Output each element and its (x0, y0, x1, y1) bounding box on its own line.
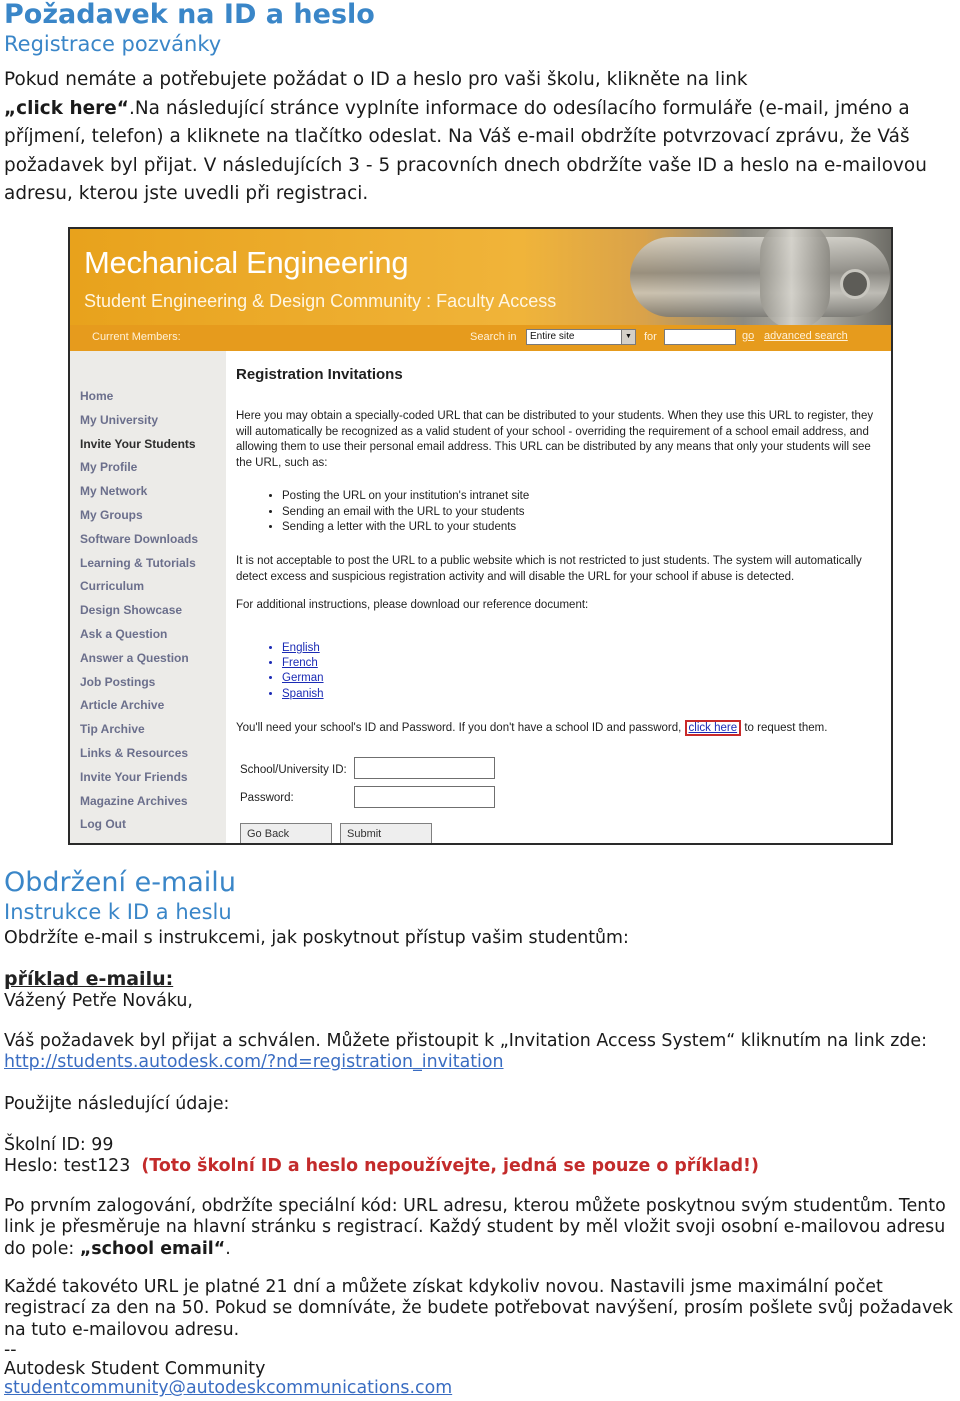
first-login-period: . (225, 1238, 231, 1259)
for-label: for (644, 331, 657, 343)
validity-text: Každé takovéto URL je platné 21 dní a můžete získat kdykoliv novou. Nastavili jsme maximální počet registrací za den na 50. Pokud se domníváte, že budete potřebovat navýšení, prosím pošlete svůj požadavek na tuto e-mailovou adresu. (4, 1277, 954, 1340)
search-bar (70, 325, 891, 351)
search-scope-value: Entire site (530, 331, 575, 342)
sidebar-item[interactable]: My Network (80, 484, 148, 499)
first-login-body: Po prvním zalogování, obdržíte speciální kód: URL adresu, kterou můžete poskytnou svým studentům. Tento link je přesměruje na hlavní stránku s registrací. Každý student by měl vložit svoji osobní e-mailovou adresu do pole: (4, 1195, 946, 1259)
intro-paragraph (4, 66, 956, 209)
site-banner (70, 229, 891, 325)
password-example: Heslo: test123 (4, 1156, 131, 1177)
salutation: Vážený Petře Nováku, (4, 991, 193, 1012)
sidebar-item[interactable]: Software Downloads (80, 531, 199, 546)
request-click-here-link[interactable]: click here (685, 720, 742, 736)
banner-subtitle: Student Engineering & Design Community : Faculty Access (84, 291, 557, 311)
password-input[interactable] (354, 786, 495, 808)
sidebar-item[interactable]: Links & Resources (80, 745, 189, 760)
sidebar-item[interactable]: Job Postings (80, 674, 156, 689)
signature-name: Autodesk Student Community (4, 1359, 266, 1380)
document (4, 0, 956, 209)
email-lead: Obdržíte e-mail s instrukcemi, jak poskytnout přístup vašim studentům: (4, 928, 629, 948)
email-section-subtitle: Instrukce k ID a heslu (4, 900, 232, 924)
sidebar-item[interactable]: My University (80, 412, 159, 427)
registration-screenshot (68, 227, 893, 845)
password-label: Password: (240, 792, 294, 804)
go-back-button[interactable]: Go Back (240, 823, 332, 845)
current-members-label: Current Members: (92, 331, 181, 343)
first-login-text (4, 1196, 956, 1260)
submit-button[interactable]: Submit (340, 823, 432, 845)
invitation-url-link[interactable]: http://students.autodesk.com/?nd=registration_invitation (4, 1052, 504, 1073)
page-title: Požadavek na ID a heslo (4, 0, 375, 30)
page-subtitle: Registrace pozvánky (4, 32, 222, 56)
sidebar-item[interactable]: Curriculum (80, 579, 145, 594)
sidebar-item[interactable]: Invite Your Friends (80, 769, 188, 784)
banner-title: Mechanical Engineering (84, 245, 409, 280)
intro-text-1: Pokud nemáte a potřebujete požádat o ID a heslo pro vaši školu, klikněte na link (4, 69, 748, 90)
language-links (264, 641, 324, 702)
sidebar-item[interactable]: Invite Your Students (80, 436, 196, 451)
sidebar-item[interactable]: My Profile (80, 460, 138, 475)
advanced-search-link[interactable]: advanced search (764, 330, 848, 342)
sidebar-item[interactable]: Ask a Question (80, 626, 168, 641)
sidebar-item[interactable]: Home (80, 389, 114, 403)
additional-instructions: For additional instructions, please download our reference document: (236, 599, 589, 611)
list-item: • Sending a letter with the URL to your students (282, 520, 864, 536)
sidebar-item[interactable]: Learning & Tutorials (80, 555, 196, 570)
registration-intro: Here you may obtain a specially-coded URL that can be distributed to your students. When they use this URL to register, they will automatically be recognized as a valid student of your school - overriding the requirement of a school email address, and allowing them to use their personal email address. This URL can be distributed by any means that only your students will see the URL, such as: (236, 410, 874, 469)
distribution-methods (264, 489, 864, 536)
school-id-example: Školní ID: 99 (4, 1135, 114, 1156)
example-warning: (Toto školní ID a heslo nepoužívejte, jedná se pouze o příklad!) (141, 1156, 759, 1177)
sidebar-item[interactable]: My Groups (80, 507, 143, 522)
sidebar-nav (70, 351, 226, 837)
signature-email-link[interactable]: studentcommunity@autodeskcommunications.com (4, 1378, 453, 1399)
list-item: • Sending an email with the URL to your students (282, 505, 864, 521)
sidebar-item[interactable]: Design Showcase (80, 603, 183, 618)
registration-title: Registration Invitations (236, 366, 403, 383)
banner-bolt-image (840, 269, 870, 299)
use-following-text: Použijte následující údaje: (4, 1093, 230, 1114)
sidebar-item[interactable]: Magazine Archives (80, 793, 188, 808)
language-link-french[interactable]: • French (282, 656, 324, 671)
click-here-link[interactable]: „click here“ (4, 97, 129, 119)
language-link-german[interactable]: • German (282, 671, 324, 686)
search-in-label: Search in (470, 331, 517, 343)
sidebar-item[interactable]: Article Archive (80, 698, 165, 713)
sidebar-item[interactable]: Answer a Question (80, 650, 189, 665)
email-section-title: Obdržení e-mailu (4, 867, 236, 898)
search-scope-select[interactable] (526, 329, 636, 345)
sidebar (70, 351, 226, 845)
need-credentials-text (236, 721, 884, 737)
go-link[interactable]: go (742, 330, 755, 342)
example-heading: příklad e-mailu: (4, 968, 174, 991)
banner-pipe-image (760, 227, 830, 329)
school-email-field-name: „school email“ (79, 1238, 226, 1259)
language-link-english[interactable]: • English (282, 641, 324, 656)
school-id-input[interactable] (354, 757, 495, 779)
chevron-down-icon: ▼ (621, 330, 635, 344)
need-tail: to request them. (744, 722, 828, 734)
password-example-line (4, 1156, 956, 1177)
abuse-warning: It is not acceptable to post the URL to a public website which is not restricted to just students. The system will automatically detect excess and suspicious registration activity and will disable the URL for your school if abuse is detected. (236, 555, 862, 583)
need-text: You'll need your school's ID and Password. If you don't have a school ID and password, (236, 722, 682, 734)
email-section (4, 868, 956, 1398)
sidebar-item[interactable]: Tip Archive (80, 722, 145, 737)
main-content (236, 351, 886, 845)
signature-dash: -- (4, 1340, 17, 1361)
sidebar-item[interactable]: Log Out (80, 817, 126, 832)
language-link-spanish[interactable]: • Spanish (282, 687, 324, 702)
approved-text: Váš požadavek byl přijat a schválen. Můžete přistoupit k „Invitation Access System“ kliknutím na link zde: (4, 1030, 927, 1051)
school-id-label: School/University ID: (240, 764, 347, 776)
list-item: • Posting the URL on your institution's intranet site (282, 489, 864, 505)
intro-text-2: .Na následující stránce vyplníte informace do odesílacího formuláře (e-mail, jméno a příjmení, telefon) a kliknete na tlačítko odeslat. Na Váš e-mail obdržíte potvrzovací zprávu, že Váš požadavek byl přijat. V následujících 3 - 5 pracovních dnech obdržíte vaše ID a heslo na e-mailovou adresu, kterou jste uvedli při registraci. (4, 97, 927, 204)
search-input[interactable] (664, 329, 736, 345)
